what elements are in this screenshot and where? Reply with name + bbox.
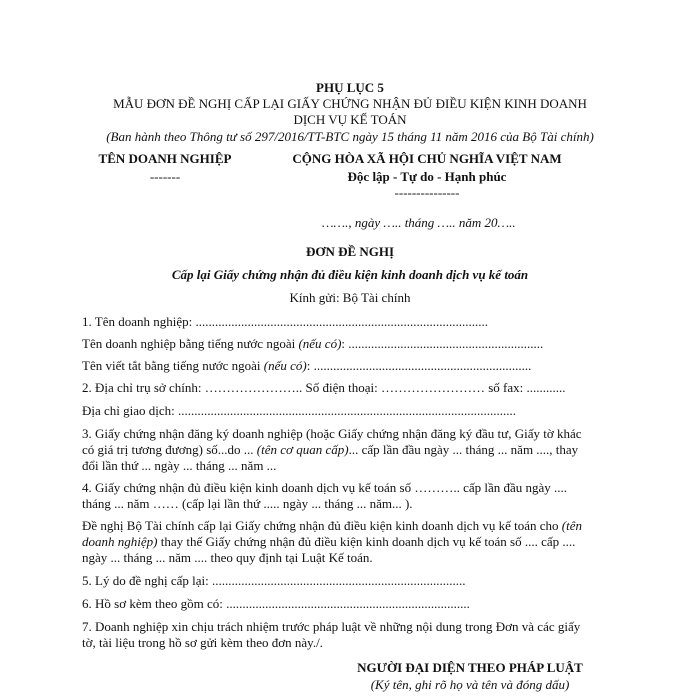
- form-title-line2: DỊCH VỤ KẾ TOÁN: [293, 112, 407, 127]
- field-commitment: [82, 619, 622, 651]
- request-line-2: [82, 534, 622, 550]
- registration-text: có giá trị tương đương) số...do ...: [82, 442, 257, 457]
- request-text: thay thế Giấy chứng nhận đủ điều kiện kinh doanh dịch vụ kế toán số .... cấp ....: [157, 534, 576, 549]
- motto-divider: ---------------: [394, 185, 460, 200]
- commitment-line-1: 7. Doanh nghiệp xin chịu trách nhiệm trước pháp luật về những nội dung trong Đơn và các giấy: [82, 619, 581, 634]
- certificate-line-1: 4. Giấy chứng nhận đủ điều kiện kinh doanh dịch vụ kế toán số ……….. cấp lần đầu ngày ....: [82, 480, 568, 495]
- request-line-1: [82, 518, 622, 534]
- issued-by-note: (Ban hành theo Thông tư số 297/2016/TT-BTC ngày 15 tháng 11 năm 2016 của Bộ Tài chính): [106, 129, 594, 144]
- country-name: CỘNG HÒA XÃ HỘI CHỦ NGHĨA VIỆT NAM: [292, 151, 562, 166]
- field-certificate: [82, 480, 622, 512]
- field-reissue-reason: 5. Lý do đề nghị cấp lại: ..............................................................................: [82, 573, 466, 588]
- field-attachments: 6. Hồ sơ kèm theo gồm có: ...........................................................................: [82, 596, 470, 611]
- issuing-authority-note: (tên cơ quan cấp): [256, 442, 349, 457]
- appendix-label: PHỤ LỤC 5: [316, 80, 384, 95]
- field-foreign-name-label: Tên doanh nghiệp bằng tiếng nước ngoài: [82, 336, 299, 351]
- company-name-note: doanh nghiệp): [82, 534, 158, 549]
- field-head-office: 2. Địa chỉ trụ sở chính: ………………….. Số điện thoại: …………………… số fax: ............: [82, 380, 566, 395]
- company-name-note: (tên: [561, 518, 582, 533]
- national-header: [262, 151, 592, 201]
- request-subtitle: Cấp lại Giấy chứng nhận đủ điều kiện kinh doanh dịch vụ kế toán: [171, 267, 529, 282]
- national-motto: Độc lập - Tự do - Hạnh phúc: [347, 169, 507, 184]
- request-title: ĐƠN ĐỀ NGHỊ: [305, 244, 395, 259]
- reissue-request: [82, 518, 622, 566]
- request-text: Đề nghị Bộ Tài chính cấp lại Giấy chứng nhận đủ điều kiện kinh doanh dịch vụ kế toán cho: [82, 518, 562, 533]
- date-line: ……., ngày ….. tháng ….. năm 20…..: [322, 215, 516, 230]
- registration-text: ... cấp lần đầu ngày ... tháng ... năm ...., thay: [348, 442, 579, 457]
- certificate-line-2: tháng ... năm …… (cấp lại lần thứ ..... ngày ... tháng ... năm... ).: [82, 496, 413, 511]
- signature-title: NGƯỜI ĐẠI DIỆN THEO PHÁP LUẬT: [357, 660, 583, 675]
- request-line-3: ngày ... tháng ... năm .... theo quy định tại Luật Kế toán.: [82, 550, 373, 565]
- registration-line-2: [82, 442, 622, 458]
- recipient-line: Kính gửi: Bộ Tài chính: [289, 290, 411, 305]
- signature-block: [320, 660, 620, 693]
- commitment-line-2: tờ, tài liệu trong hồ sơ gửi kèm theo đơn này./.: [82, 635, 323, 650]
- company-block: [80, 151, 250, 185]
- field-business-registration: [82, 426, 622, 474]
- field-foreign-name: [82, 336, 622, 352]
- field-foreign-name-blank: : ............................................................: [341, 336, 544, 351]
- optional-note: (nếu có): [263, 358, 307, 373]
- registration-line-3: đổi lần thứ ... ngày ... tháng ... năm ...: [82, 458, 277, 473]
- field-transaction-address: Địa chỉ giao dịch: ........................................................................................................: [82, 403, 517, 418]
- form-title-line1: MẪU ĐƠN ĐỀ NGHỊ CẤP LẠI GIẤY CHỨNG NHẬN ĐỦ ĐIỀU KIỆN KINH DOANH: [113, 96, 587, 111]
- field-company-name: 1. Tên doanh nghiệp: ..........................................................................................: [82, 314, 488, 329]
- company-name: TÊN DOANH NGHIỆP: [98, 151, 232, 166]
- signature-note: (Ký tên, ghi rõ họ và tên và đóng dấu): [370, 677, 570, 692]
- field-abbreviated-name-blank: : ...................................................................: [306, 358, 532, 373]
- field-abbreviated-name-label: Tên viết tắt bằng tiếng nước ngoài: [82, 358, 264, 373]
- optional-note: (nếu có): [298, 336, 342, 351]
- company-divider: -------: [149, 169, 181, 184]
- registration-line-1: 3. Giấy chứng nhận đăng ký doanh nghiệp (hoặc Giấy chứng nhận đăng ký đầu tư, Giấy tờ khác: [82, 426, 582, 441]
- field-abbreviated-name: [82, 358, 622, 374]
